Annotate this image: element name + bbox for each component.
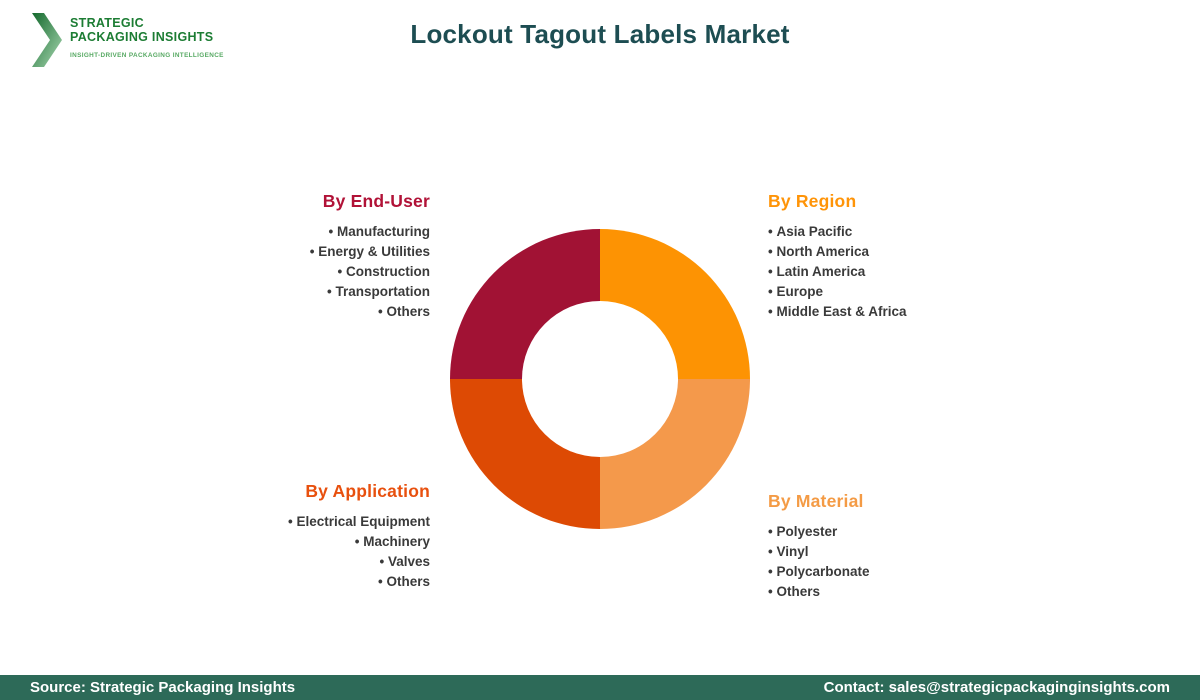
footer-source: Source: Strategic Packaging Insights	[30, 679, 296, 696]
segment-item: • Electrical Equipment	[288, 512, 430, 532]
footer-bar	[0, 675, 1200, 700]
segment-list-application	[288, 512, 430, 592]
segment-item: • Others	[288, 572, 430, 592]
logo-tagline: INSIGHT-DRIVEN PACKAGING INTELLIGENCE	[70, 52, 224, 59]
segment-item: • Machinery	[288, 532, 430, 552]
segment-heading-end-user: By End-User	[322, 191, 430, 211]
segment-item: • Construction	[310, 262, 430, 282]
segment-item: • Polyester	[768, 522, 870, 542]
segment-item: • Polycarbonate	[768, 562, 870, 582]
segment-application	[288, 481, 430, 592]
segment-list-material	[768, 522, 870, 602]
page-title: Lockout Tagout Labels Market	[410, 19, 790, 49]
logo-line1: STRATEGIC	[70, 16, 144, 30]
segment-material	[768, 491, 870, 602]
segment-region	[768, 191, 907, 322]
segment-item: • Manufacturing	[310, 222, 430, 242]
segment-heading-region: By Region	[768, 191, 857, 211]
segment-item: • Others	[310, 302, 430, 322]
segment-heading-material: By Material	[768, 491, 864, 511]
segment-item: • Vinyl	[768, 542, 870, 562]
segment-end-user	[310, 191, 430, 322]
segment-item: • Transportation	[310, 282, 430, 302]
segment-heading-application: By Application	[305, 481, 430, 501]
segment-list-end-user	[310, 222, 430, 322]
segment-item: • Middle East & Africa	[768, 302, 907, 322]
segment-item: • Others	[768, 582, 870, 602]
footer-contact: Contact: sales@strategicpackaginginsights.com	[823, 679, 1170, 696]
segment-list-region	[768, 222, 907, 322]
segment-item: • Valves	[288, 552, 430, 572]
segment-item: • Latin America	[768, 262, 907, 282]
segment-item: • Energy & Utilities	[310, 242, 430, 262]
segment-item: • Asia Pacific	[768, 222, 907, 242]
donut-hole	[522, 301, 678, 457]
segment-item: • North America	[768, 242, 907, 262]
donut-chart	[450, 229, 750, 529]
segment-item: • Europe	[768, 282, 907, 302]
logo-line2: PACKAGING INSIGHTS	[70, 29, 214, 44]
